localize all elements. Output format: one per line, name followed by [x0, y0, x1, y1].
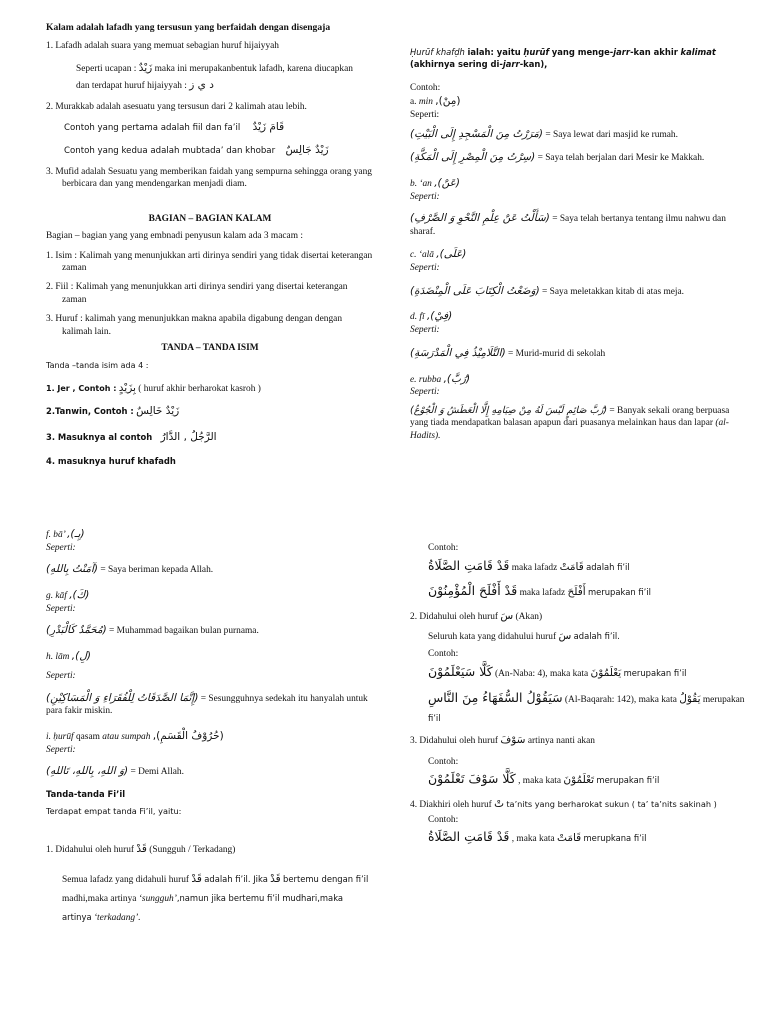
qad-example-1-a: maka lafadz [511, 563, 558, 574]
lafadh-example-line [46, 62, 374, 76]
rubba-example-text: = Banyak sekali orang berpuasa yang tiada mendapatkan balasan apapun dari puasanya melainkan haus dan lapar [410, 405, 730, 429]
contoh-label-5: Contoh: [428, 815, 459, 826]
arabic-qad-2: قَدْ [191, 872, 202, 885]
sa-example-1-b: merupakan fi’il [623, 668, 687, 679]
page-1-title: Kalam adalah lafadh yang tersusun yang berfaidah dengan disengaja [46, 22, 331, 33]
fiil-sign-4-label: 4. Diakhiri oleh huruf [410, 800, 492, 811]
ala-example-text: = Saya meletakkan kitab di atas meja. [542, 286, 685, 297]
fiil-sign-4-meaning: ta’nits yang berharokat sukun ( ta’ ta’nits sakinah ) [506, 799, 717, 810]
arabic-qasam: (حُرُوْفُ الْقَسَمِ), [152, 729, 224, 742]
khafadh-intro-end: -kan), [519, 59, 548, 70]
ta-example-a: , maka kata [511, 834, 555, 845]
seperti-label-f: Seperti: [46, 542, 76, 553]
arabic-ta: تْ [494, 798, 504, 811]
kaf-example [46, 624, 374, 638]
fiil-sign-1-terkadang: ‘terkadang’. [93, 912, 141, 923]
qasam-example [46, 765, 374, 779]
arabic-bizaidin: بِزَيْدٍ [118, 381, 136, 394]
fiil-sign-1-meaning: (Sungguh / Terkadang) [149, 844, 236, 855]
fiil-sign-3-meaning: artinya nanti akan [527, 736, 595, 747]
page-1-column [46, 22, 374, 467]
seperti-label-a: Seperti: [410, 109, 440, 120]
contoh-label: Contoh: [410, 83, 441, 94]
arabic-min: (مِنْ), [435, 94, 461, 107]
fiil-sign-2-desc-b: adalah fi’il. [573, 630, 620, 641]
fiil-sign-4 [410, 798, 754, 812]
sa-example-2-a: (Al-Baqarah: 142), maka kata [564, 695, 677, 706]
arabic-min-example-2: (سِرْتُ مِنَ الْمِصْرِ إِلَى الْمَكَّةِ) [410, 150, 536, 163]
arabic-sa-2: سَ [558, 629, 572, 642]
arabic-lam-example: (إِنَّمَا الصَّدَقَاتُ لِلْفُقَرَاءِ وَ الْمَسَاكِيْنِ) [46, 691, 199, 704]
murakkab-example-2 [46, 144, 374, 158]
fiil-sign-1-desc-e: ,namun jika bertemu fi’il mudhari,maka artinya [62, 892, 344, 922]
arabic-qad-3: قَدْ [270, 872, 281, 885]
heading-bagian-kalam: BAGIAN – BAGIAN KALAM [148, 213, 272, 224]
arabic-letters: د ي ز [189, 78, 214, 91]
arabic-ala: (عَلَى), [436, 248, 467, 261]
arabic-tanwin-example: زَيْدٌ خَالِسٌ [136, 404, 180, 417]
arabic-ba-example: (آمَنْتُ بِاللهِ) [46, 563, 98, 576]
fiil-sign-1-desc-b: adalah fi’il. Jika [204, 873, 268, 884]
bagian-fiil: 2. Fiil : Kalimah yang menunjukkan arti dirinya sendiri yang disertai keterangan zaman [46, 282, 348, 305]
fiil-sign-1-desc-c: bertemu dengan fi’il [283, 873, 369, 884]
seperti-label-b: Seperti: [410, 191, 440, 202]
fiil-sign-2-meaning: (Akan) [515, 612, 543, 623]
arabic-qasam-example: (وَ اللهِ، بِاللهِ، تَاللهِ) [46, 765, 129, 778]
arabic-qamat-2: قَامَتْ [557, 832, 582, 845]
arabic-rubba-example: (رُبَّ صَائِمٍ لَيْسَ لَهُ مِنْ صِيَامِهِ إِلَّا الْعَطَشُ وَ الْجُوْعُ) [410, 404, 608, 416]
arabic-yaqulu: يَقُوْلُ [679, 693, 701, 706]
qasam-example-text: = Demi Allah. [130, 767, 184, 778]
ta-example [410, 829, 754, 846]
arabic-ala-example: (وَضَعْتُ الْكِتَابَ عَلَى الْمِنْضَدَةِ) [410, 284, 540, 297]
item-kaf [46, 589, 374, 603]
arabic-sa: سَ [500, 610, 514, 623]
arabic-min-example-1: (مَرَرْتُ مِنَ الْمَسْجِدِ إِلَى الْبَيْتِ) [410, 128, 544, 141]
fiil-sign-1 [46, 843, 374, 857]
item-an [410, 177, 744, 191]
item-fi-label: d. fī [410, 312, 425, 323]
bagian-huruf: 3. Huruf : kalimah yang menunjukkan makna apabila digabung dengan dengan kalimah lain. [46, 314, 343, 337]
arabic-zaid: زَيْدٌ [138, 62, 153, 75]
seperti-label-h: Seperti: [46, 671, 76, 682]
fi-example [410, 347, 744, 361]
fiil-sign-1-desc-d: madhi,maka artinya [62, 893, 137, 904]
seperti-label-e: Seperti: [410, 387, 440, 398]
sa-example-2-b: merupakan [702, 695, 745, 706]
item-qasam-word: qasam [75, 731, 100, 742]
seperti-label-c: Seperti: [410, 263, 440, 274]
contoh-label-3: Contoh: [428, 648, 459, 659]
lafadh-letters-line [46, 79, 374, 93]
sawfa-example-a: , maka kata [518, 776, 562, 787]
bagian-isim: 1. Isim : Kalimah yang menunjukkan arti dirinya sendiri yang tidak disertai keterangan zaman [46, 250, 373, 273]
min-example-2-text: = Saya telah berjalan dari Mesir ke Makkah. [537, 152, 705, 163]
lafadh-letters-label: dan terdapat huruf hijaiyyah : [76, 80, 187, 91]
arabic-fi-example: (التَّلَامِيْذُ فِي الْمَدْرَسَةِ) [410, 346, 506, 359]
arabic-kaf-example: (مُحَمَّدٌ كَالْبَدْرِ) [46, 624, 107, 637]
seperti-label-i: Seperti: [46, 744, 76, 755]
arabic-kalla-sayalamun: كَلَّا سَيَعْلَمُوْنَ [428, 664, 493, 680]
item-ba [46, 528, 374, 542]
murakkab-example-1 [46, 121, 374, 135]
khafadh-intro-akhirnya: (akhirnya sering di- [410, 59, 503, 70]
khafadh-term: Ḥurūf khafḍh [410, 47, 465, 57]
tanda-jer-note: ( huruf akhir berharokat kasroh ) [138, 383, 261, 394]
sa-example-1-a: (An-Naba: 4), maka kata [495, 669, 589, 680]
sawfa-example-b: merupakan fi’il [596, 775, 660, 786]
seperti-label-g: Seperti: [46, 603, 76, 614]
arabic-qad: قَدْ [136, 842, 147, 855]
page-4-column [410, 542, 754, 846]
tanda-khafadh: 4. masuknya huruf khafadh [46, 455, 176, 466]
rubba-example [410, 405, 744, 442]
item-lam-label: h. lām [46, 652, 70, 663]
tanda-al [46, 431, 374, 445]
qad-example-1 [410, 558, 754, 575]
tanda-jer-label: 1. Jer , Contoh : [46, 383, 117, 393]
fiil-sign-3 [410, 734, 754, 748]
arabic-an-example: (سَأَلْتُ عَنْ عِلْمِ النَّحْوِ وَ الصَّرْفِ) [410, 212, 550, 225]
tanda-tanwin-label: 2.Tanwin, Contoh : [46, 405, 134, 416]
sa-example-1 [410, 664, 754, 681]
arabic-qad-aflaha: قَدْ أَفْلَحَ الْمُؤْمِنُوْنَ [428, 583, 518, 599]
fiil-sign-2-label: 2. Didahului oleh huruf [410, 612, 499, 623]
item-qasam-sumpah: atau sumpah [102, 731, 151, 742]
lafadh-example-text: maka ini merupakanbentuk lafadh, karena diucapkan [154, 64, 353, 75]
page-2-column [410, 46, 744, 442]
item-kaf-label: g. kāf [46, 591, 67, 602]
arabic-ba: (بِـ), [67, 528, 85, 540]
arabic-al-example: الرَّجُلُ , الدَّارُ [160, 430, 217, 443]
min-example-1-text: = Saya lewat dari masjid ke rumah. [545, 130, 678, 141]
min-example-1 [410, 128, 744, 142]
tanda-intro: Tanda –tanda isim ada 4 : [46, 361, 149, 371]
arabic-aflaha: أَفْلَحَ [567, 586, 586, 599]
arabic-qamat: قَامَتْ [559, 561, 584, 574]
fiil-sign-1-label: 1. Didahului oleh huruf [46, 844, 135, 855]
arabic-sawfa: سَوْفَ [500, 734, 526, 747]
item-ala [410, 248, 744, 262]
fiil-sign-1-sungguh: ‘sungguh’ [138, 893, 177, 904]
tanda-tanwin [46, 405, 374, 419]
murakkab-example-2-text: Contoh yang kedua adalah mubtada’ dan khobar [64, 146, 276, 157]
arabic-rubba: (رُبَّ), [443, 372, 471, 385]
item-mufid: 3. Mufid adalah Sesuatu yang memberikan faidah yang sempurna sehingga orang yang berbicara dan yang mendengarkan menjadi diam. [46, 166, 372, 190]
rubba-example-source: (al-Hadits). [410, 418, 729, 441]
bagian-intro: Bagian – bagian yang yang embnadi penyusun kalam ada 3 macam : [46, 231, 303, 242]
fiil-intro: Terdapat empat tanda Fi’il, yaitu: [46, 806, 182, 816]
fiil-sign-3-label: 3. Didahului oleh huruf [410, 736, 499, 747]
qad-example-2-b: merupakan fi’il [588, 587, 651, 598]
qad-example-2 [410, 583, 754, 600]
tanda-al-label: 3. Masuknya al contoh [46, 431, 153, 442]
fi-example-text: = Murid-murid di sekolah [508, 348, 606, 359]
arabic-yalamun: يَعْلَمُوْنَ [590, 667, 622, 680]
sawfa-example [410, 771, 754, 788]
sa-example-2-c: fi’il [428, 712, 441, 723]
lafadh-example-label: Seperti ucapan : [76, 64, 137, 75]
an-example [410, 212, 744, 238]
item-min-word: min [418, 96, 433, 107]
item-min [410, 95, 744, 109]
item-fi [410, 310, 744, 324]
arabic-talamun: تَعْلَمُوْنَ [563, 774, 595, 787]
ba-example [46, 563, 374, 577]
ta-example-b: merupkana fi’il [583, 833, 647, 844]
item-lafadh: 1. Lafadh adalah suara yang memuat sebagian huruf hijaiyyah [46, 40, 279, 51]
lam-example-text: = Sesungguhnya sedekah itu hanyalah untuk para fakir miskin. [46, 693, 368, 717]
item-an-label: b. ‘an [410, 178, 432, 189]
khafadh-intro-kan: -kan akhir [630, 47, 678, 57]
item-murakkab: 2. Murakkab adalah asesuatu yang tersusun dari 2 kalimah atau lebih. [46, 101, 307, 112]
murakkab-example-1-text: Contoh yang pertama adalah fiil dan fa’il [64, 123, 241, 134]
an-example-text: = Saya telah bertanya tentang ilmu nahwu dan sharaf. [410, 214, 726, 237]
item-qasam [46, 730, 374, 744]
khafadh-intro-mengejarr: yang menge- [551, 47, 614, 57]
lam-example [46, 692, 374, 718]
arabic-qad-qamat: قَدْ قَامَتِ الصَّلَاةُ [428, 558, 510, 574]
seperti-label-d: Seperti: [410, 325, 440, 336]
arabic-kaf: (كَ), [69, 589, 90, 602]
arabic-fi: (فِيْ), [426, 310, 453, 323]
khafadh-intro [410, 46, 744, 70]
khafadh-intro-ialah: ialah: yaitu [467, 47, 521, 57]
item-rubba [410, 373, 744, 387]
fiil-sign-2-desc-a: Seluruh kata yang didahului huruf [428, 631, 557, 642]
fiil-sign-2-desc [410, 630, 754, 644]
min-example-2 [410, 151, 744, 165]
heading-tanda-fiil: Tanda-tanda Fi’il [46, 788, 126, 799]
arabic-kalla-sawfa: كَلَّا سَوْفَ تَعْلَمُوْنَ [428, 771, 516, 787]
tanda-jer [46, 382, 374, 396]
khafadh-intro-jarr: jarr [613, 47, 631, 57]
page-3-column [46, 528, 374, 927]
qad-example-2-a: maka lafadz [519, 588, 566, 599]
item-rubba-label: e. rubba [410, 374, 442, 385]
fiil-sign-1-desc [46, 869, 374, 928]
item-ba-label: f. bā’ [46, 530, 65, 540]
arabic-qad-qamat-2: قَدْ قَامَتِ الصَّلَاةُ [428, 829, 510, 845]
contoh-label-2: Contoh: [428, 543, 459, 553]
fiil-sign-1-desc-a: Semua lafadz yang didahuli huruf [62, 874, 190, 885]
ba-example-text: = Saya beriman kepada Allah. [100, 565, 214, 576]
fiil-sign-2 [410, 610, 754, 624]
arabic-lam: (لِ), [71, 650, 91, 663]
arabic-sayaqulu: سَيَقُوْلُ السُّفَهَاءُ مِنَ النَّاسِ [428, 690, 563, 706]
kaf-example-text: = Muhammad bagaikan bulan purnama. [109, 626, 259, 637]
sa-example-2 [410, 690, 754, 707]
item-qasam-label: i. ḥurūf [46, 731, 74, 742]
contoh-label-4: Contoh: [428, 756, 459, 767]
item-ala-label: c. ‘alā [410, 250, 434, 261]
khafadh-intro-huruf: ḥurūf [523, 47, 550, 57]
arabic-zaid-jalis: زَيْدٌ جَالِسٌ [285, 144, 329, 157]
ala-example [410, 285, 744, 299]
qad-example-1-b: adalah fi’il [586, 562, 630, 573]
heading-tanda-isim: TANDA – TANDA ISIM [161, 342, 259, 353]
item-min-label: a. [410, 96, 419, 107]
khafadh-intro-kalimat: kalimat [680, 47, 716, 57]
arabic-an: (عَنْ), [434, 176, 461, 189]
item-lam [46, 650, 374, 664]
arabic-qama-zaid: قَامَ زَيْدٌ [252, 121, 285, 134]
khafadh-intro-jarr-2: jarr [502, 59, 520, 70]
